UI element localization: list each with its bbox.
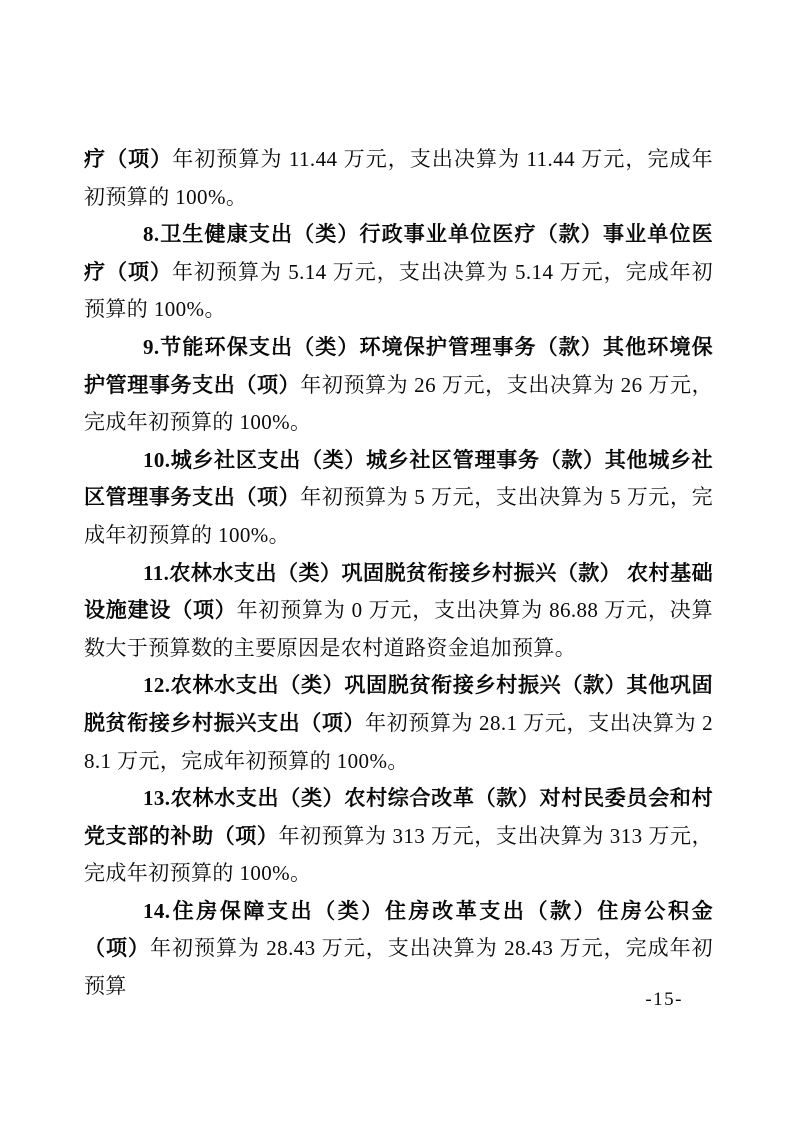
paragraph-1-regular-text: 年初预算为 11.44 万元，支出决算为 11.44 万元，完成年初预算的 100%。 [84,147,714,209]
paragraph-5-regular-text: 年初预算为 0 万元，支出决算为 86.88 万元，决算数大于预算数的主要原因是农村道路资金追加预算。 [84,598,713,660]
paragraph-2-regular-text: 年初预算为 5.14 万元，支出决算为 5.14 万元，完成年初预算的 100%。 [84,259,713,322]
paragraph-4 [84,442,713,555]
paragraph-6-regular-text: 年初预算为 28.1 万元，支出决算为 28.1 万元，完成年初预算的 100%。 [84,710,714,773]
paragraph-5-bold-lead: 11.农林水支出（类）巩固脱贫衔接乡村振兴（款） 农村基础设施建设（项） [84,560,713,623]
paragraph-3 [84,329,713,442]
paragraph-3-bold-lead: 9.节能环保支出（类）环境保护管理事务（款）其他环境保护管理事务支出（项） [84,334,713,397]
paragraph-3-regular-text: 年初预算为 26 万元，支出决算为 26 万元，完成年初预算的 100%。 [84,372,713,435]
paragraph-6 [84,667,713,780]
paragraph-5 [84,555,713,668]
paragraph-7-bold-lead: 13.农林水支出（类）农村综合改革（款）对村民委员会和村党支部的补助（项） [84,786,713,848]
paragraph-2-bold-lead: 8.卫生健康支出（类）行政事业单位医疗（款）事业单位医疗（项） [84,222,713,284]
paragraph-6-bold-lead: 12.农林水支出（类）巩固脱贫衔接乡村振兴（款）其他巩固脱贫衔接乡村振兴支出（项） [84,673,713,735]
paragraph-8 [84,893,713,1006]
paragraph-8-regular-text: 年初预算为 28.43 万元，支出决算为 28.43 万元，完成年初预算 [84,936,713,999]
page-number: -15- [645,989,683,1010]
paragraph-4-regular-text: 年初预算为 5 万元，支出决算为 5 万元，完成年初预算的 100%。 [84,485,713,547]
paragraph-1 [84,141,713,216]
paragraph-7 [84,780,713,893]
paragraph-4-bold-lead: 10.城乡社区支出（类）城乡社区管理事务（款）其他城乡社区管理事务支出（项） [84,447,713,510]
paragraph-2 [84,216,713,329]
document-body [84,141,713,1006]
paragraph-1-bold-lead: 疗（项） [84,147,173,171]
paragraph-7-regular-text: 年初预算为 313 万元，支出决算为 313 万元，完成年初预算的 100%。 [84,823,713,886]
paragraph-8-bold-lead: 14.住房保障支出（类）住房改革支出（款）住房公积金（项） [84,898,713,961]
